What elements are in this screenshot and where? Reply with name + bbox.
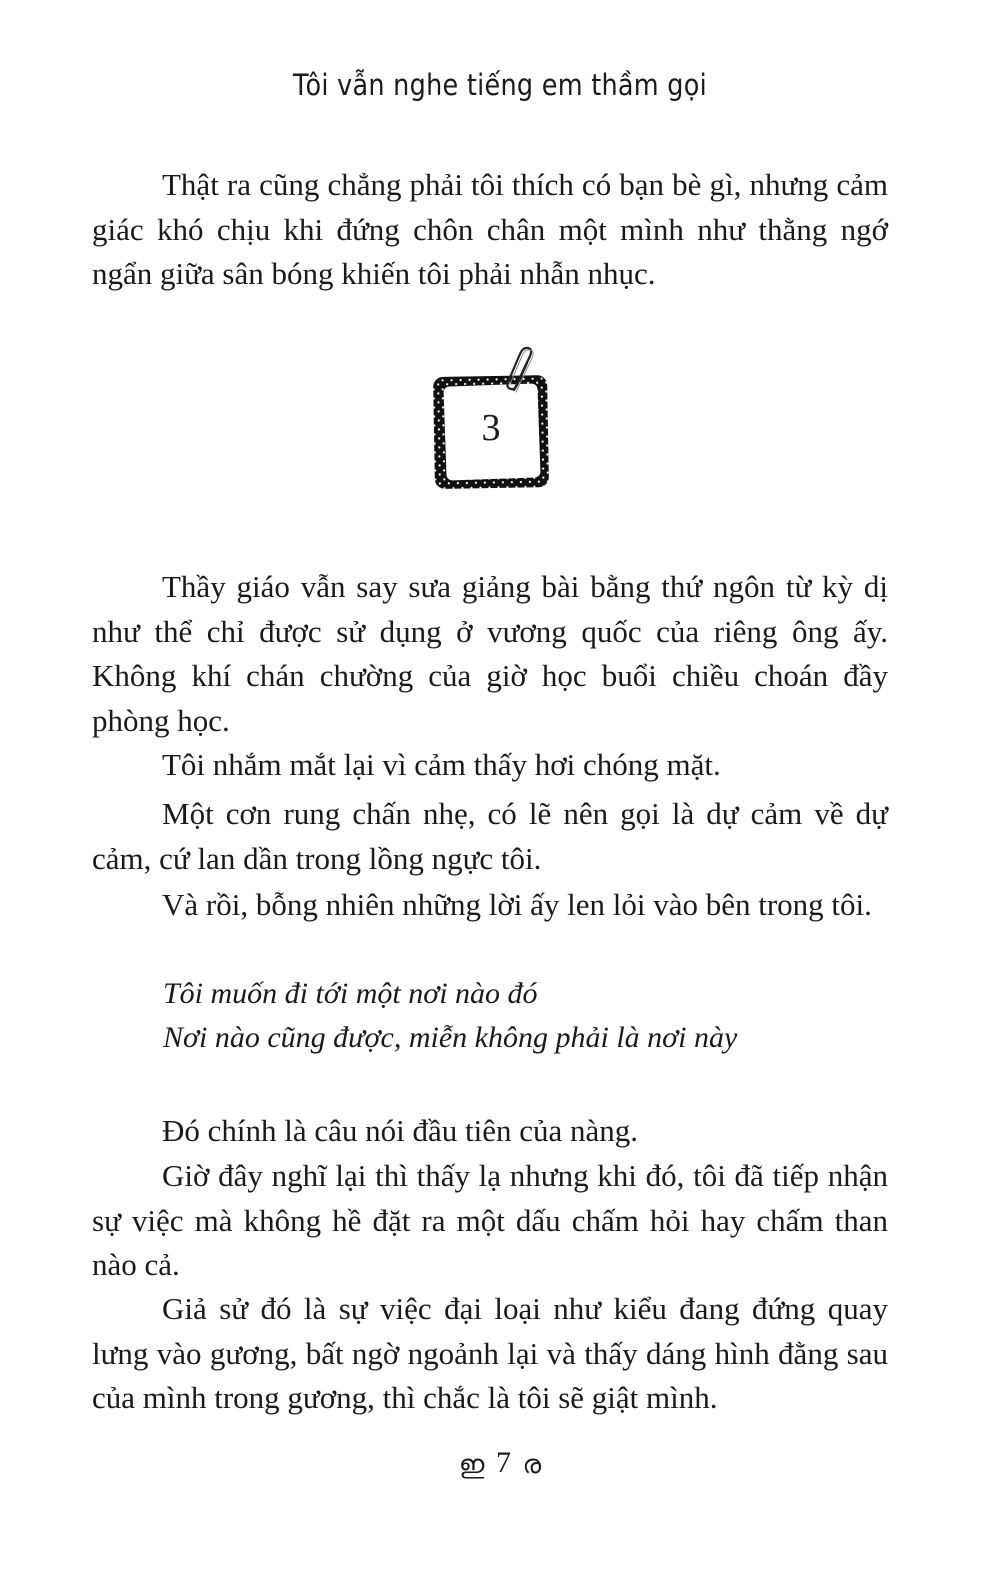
paperclip-icon <box>502 346 542 406</box>
verse-line-1: Tôi muốn đi tới một nơi nào đó <box>163 977 538 1010</box>
paragraph-7: Giờ đây nghĩ lại thì thấy lạ nhưng khi đó, tôi đã tiếp nhận sự việc mà không hề đặt ra một dấu chấm hỏi hay chấm than nào cả. <box>92 1158 888 1282</box>
page-footer <box>0 1446 1000 1481</box>
ornament-right-icon: ര <box>522 1449 542 1479</box>
chapter-number: 3 <box>481 407 501 449</box>
verse-line-2: Nơi nào cũng được, miễn không phải là nơi này <box>163 1021 738 1054</box>
paragraph-6: Đó chính là câu nói đầu tiên của nàng. <box>162 1113 639 1148</box>
ornament-left-icon: ഇ <box>458 1449 485 1479</box>
verse-block <box>163 972 923 1060</box>
paragraph-3: Tôi nhắm mắt lại vì cảm thấy hơi chóng mặt. <box>162 747 721 782</box>
paragraph-1: Thật ra cũng chẳng phải tôi thích có bạn bè gì, nhưng cảm giác khó chịu khi đứng chôn chân một mình như thằng ngớ ngẩn giữa sân bóng khiến tôi phải nhẫn nhục. <box>92 167 888 291</box>
running-header: Tôi vẫn nghe tiếng em thầm gọi <box>292 68 708 102</box>
paragraph-5: Và rồi, bỗng nhiên những lời ấy len lỏi vào bên trong tôi. <box>162 887 872 922</box>
chapter-badge <box>432 368 552 490</box>
page-number: 7 <box>495 1446 511 1479</box>
paragraph-8: Giả sử đó là sự việc đại loại như kiểu đang đứng quay lưng vào gương, bất ngờ ngoảnh lại và thấy dáng hình đằng sau của mình trong gương, thì chắc là tôi sẽ giật mình. <box>92 1291 888 1415</box>
paragraph-2: Thầy giáo vẫn say sưa giảng bài bằng thứ ngôn từ kỳ dị như thể chỉ được sử dụng ở vương quốc của riêng ông ấy. Không khí chán chường của giờ học buổi chiều choán đầy phòng học. <box>92 569 888 738</box>
paragraph-4: Một cơn rung chấn nhẹ, có lẽ nên gọi là dự cảm về dự cảm, cứ lan dần trong lồng ngực tôi. <box>92 796 888 876</box>
